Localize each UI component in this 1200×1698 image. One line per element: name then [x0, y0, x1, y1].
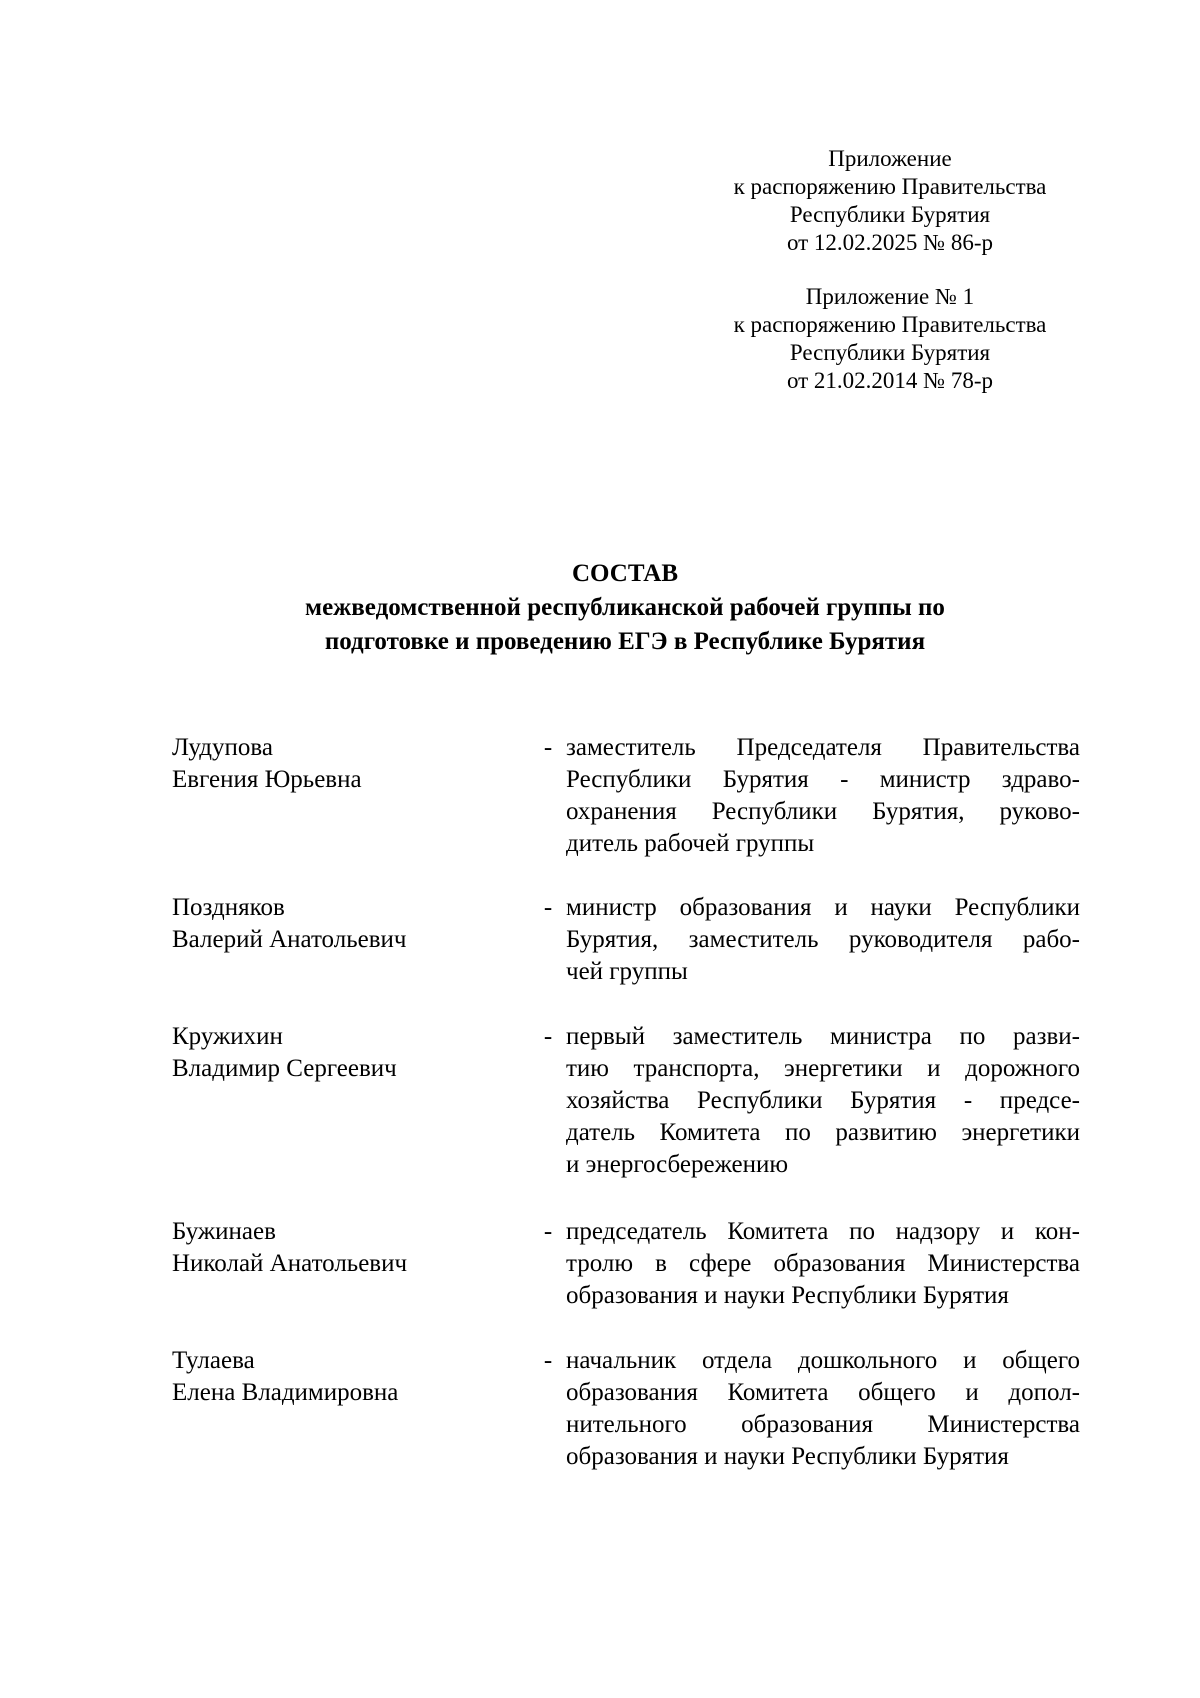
member-name [172, 892, 532, 956]
member-role [566, 1216, 1080, 1312]
member-given-names: Владимир Сергеевич [172, 1055, 397, 1082]
member-surname: Лудупова [172, 734, 273, 761]
appendix-current-line: от 12.02.2025 № 86-р [786, 230, 994, 255]
title-heading: СОСТАВ [571, 560, 679, 587]
member-role-line: датель Комитета по развитию энергетики [566, 1119, 1080, 1146]
member-role-line: тролю в сфере образования Министерства [566, 1250, 1080, 1277]
member-name [172, 1021, 532, 1085]
member-role [566, 1021, 1080, 1181]
member-role-line: начальник отдела дошкольного и общего [566, 1347, 1080, 1374]
member-role-line: нительного образования Министерства [566, 1411, 1080, 1438]
member-role [566, 1345, 1080, 1473]
member-name [172, 1216, 532, 1280]
member-given-names: Евгения Юрьевна [172, 766, 362, 793]
member-role-line: хозяйства Республики Бурятия - предсе- [566, 1087, 1080, 1114]
appendix-current-line: Приложение [828, 146, 952, 171]
member-role-line: тию транспорта, энергетики и дорожного [566, 1055, 1080, 1082]
member-surname: Кружихин [172, 1023, 283, 1050]
member-role [566, 892, 1080, 988]
member-surname: Тулаева [172, 1347, 255, 1374]
member-surname: Бужинаев [172, 1218, 276, 1245]
member-role-line: дитель рабочей группы [566, 830, 815, 857]
appendix-current-line: к распоряжению Правительства [733, 174, 1047, 199]
member-dash: - [543, 1218, 553, 1245]
member-role-line: образования и науки Республики Бурятия [566, 1443, 1009, 1470]
member-dash: - [543, 734, 553, 761]
member-name [172, 732, 532, 796]
member-surname: Поздняков [172, 894, 285, 921]
appendix-original-line: от 21.02.2014 № 78-р [786, 368, 994, 393]
member-dash: - [543, 894, 553, 921]
member-role-line: охранения Республики Бурятия, руково- [566, 798, 1080, 825]
member-role-line: образования и науки Республики Бурятия [566, 1282, 1009, 1309]
appendix-current-block [730, 145, 1050, 257]
member-role-line: и энергосбережению [566, 1151, 789, 1178]
member-role-line: чей группы [566, 958, 688, 985]
member-given-names: Валерий Анатольевич [172, 926, 407, 953]
member-given-names: Елена Владимировна [172, 1379, 399, 1406]
member-given-names: Николай Анатольевич [172, 1250, 408, 1277]
member-role-line: первый заместитель министра по разви- [566, 1023, 1080, 1050]
member-role-line: образования Комитета общего и допол- [566, 1379, 1080, 1406]
title-subtitle-line: подготовке и проведению ЕГЭ в Республике Бурятия [324, 628, 926, 655]
appendix-original-line: Приложение № 1 [805, 284, 975, 309]
member-dash: - [543, 1347, 553, 1374]
member-role-line: министр образования и науки Республики [566, 894, 1080, 921]
member-dash: - [543, 1023, 553, 1050]
appendix-original-block [730, 283, 1050, 395]
member-role-line: заместитель Председателя Правительства [566, 734, 1080, 761]
member-role-line: Республики Бурятия - министр здраво- [566, 766, 1080, 793]
member-role-line: председатель Комитета по надзору и кон- [566, 1218, 1080, 1245]
appendix-original-line: к распоряжению Правительства [733, 312, 1047, 337]
appendix-original-line: Республики Бурятия [789, 340, 991, 365]
member-name [172, 1345, 532, 1409]
title-subtitle-line: межведомственной республиканской рабочей группы по [305, 594, 945, 621]
document-title [150, 557, 1100, 659]
member-role [566, 732, 1080, 860]
appendix-current-line: Республики Бурятия [789, 202, 991, 227]
member-role-line: Бурятия, заместитель руководителя рабо- [566, 926, 1080, 953]
